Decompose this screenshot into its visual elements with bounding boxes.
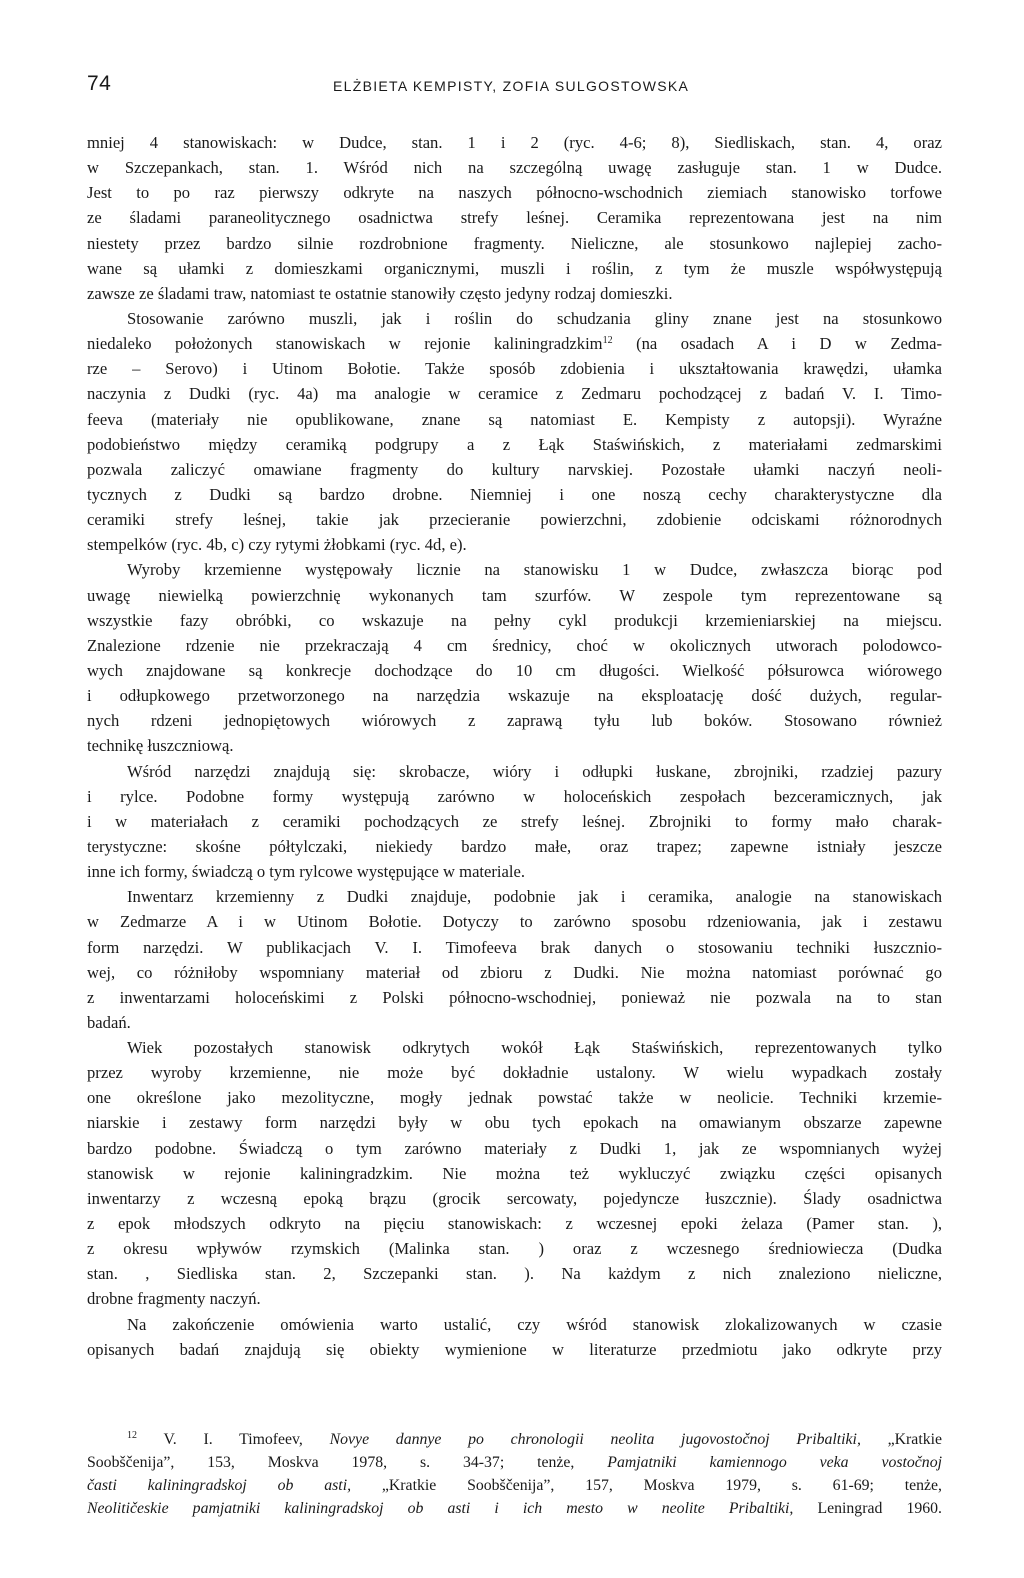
text-line: technikę łuszczniową. [87,736,234,756]
text-line: drobne fragmenty naczyń. [87,1289,261,1309]
text-line: form narzędzi. W publikacjach V. I. Timofeeva brak danych o stosowaniu techniki łuszcznio- [87,937,942,957]
text-line: niestety przez bardzo silnie rozdrobnione fragmenty. Nieliczne, ale stosunkowo najlepiej zacho- [87,233,942,253]
footnote-title: časti kaliningradskoj ob asti, [87,1477,352,1494]
body-text [87,130,942,1362]
text-line: rze – Serovo) i Utinom Bołotie. Także sposób zdobienia i ukształtowania krawędzi, ułamka [87,359,942,379]
footnote-marker: 12 [127,1430,137,1441]
running-head: ELŻBIETA KEMPISTY, ZOFIA SULGOSTOWSKA [333,78,690,94]
text-line: w Szczepankach, stan. 1. Wśród nich na szczególną uwagę zasługuje stan. 1 w Dudce. [87,158,942,178]
text-line: pozwala zaliczyć omawiane fragmenty do kultury narvskiej. Pozostałe ułamki naczyń neoli- [87,459,942,479]
text-line: wej, co różniłoby wspomniany materiał od zbioru z Dudki. Nie można natomiast porównać go [87,962,942,982]
footnote-line [87,1451,942,1474]
text-line: mniej 4 stanowiskach: w Dudce, stan. 1 i 2 (ryc. 4-6; 8), Siedliskach, stan. 4, oraz [87,133,942,152]
text-line: Stosowanie zarówno muszli, jak i roślin do schudzania gliny znane jest na stosunkowo [127,308,942,328]
text-line-with-footnote [87,331,942,356]
text-line: i odłupkowego przetworzonego na narzędzia wskazuje na eksploatację dość dużych, regular- [87,686,942,706]
text-line: ceramiki strefy leśnej, takie jak przecieranie powierzchni, zdobienie odciskami różnorodnych [87,510,942,530]
text-line: w Zedmarze A i w Utinom Bołotie. Dotyczy to zarówno sposobu rdzeniowania, jak i zestawu [87,912,942,932]
footnote-title: Pamjatniki kamiennogo veka vostočnoj [607,1454,942,1471]
text-line: one określone jako mezolityczne, mogły jednak powstać także w neolicie. Techniki krzemie- [87,1088,942,1108]
footnote-text: Leningrad 1960. [817,1500,942,1517]
text-line: badań. [87,1012,131,1032]
text-line: wszystkie fazy obróbki, co wskazuje na pełny cykl produkcji krzemieniarskiej na miejscu. [87,610,942,630]
text-line: z epok młodszych odkryto na pięciu stanowiskach: z wczesnej epoki żelaza (Pamer stan. ), [87,1214,942,1234]
text-line: opisanych badań znajdują się obiekty wymienione w literaturze przedmiotu jako odkryte przy [87,1339,942,1359]
text-line: Wiek pozostałych stanowisk odkrytych wokół Łąk Staświńskich, reprezentowanych tylko [127,1038,942,1058]
text-line: wych znajdowane są konkrecje dochodzące do 10 cm długości. Wielkość półsurowca wiórowego [87,660,942,680]
text-line: podobieństwo między ceramiką podgrupy a z Łąk Staświńskich, z materiałami zedmarskimi [87,434,942,454]
text-line: stanowisk w rejonie kaliningradzkim. Nie można też wykluczyć związku części opisanych [87,1163,942,1183]
text-line: Znalezione rdzenie nie przekraczają 4 cm średnicy, choć w okolicznych utworach polodowco- [87,635,942,655]
footnote-text: „Kratkie [887,1431,943,1448]
footnote-line [87,1474,942,1497]
footnote-reference: 12 [602,335,613,347]
text-line: Wyroby krzemienne występowały licznie na stanowisku 1 w Dudce, zwłaszcza biorąc pod [127,560,942,580]
text-line: inwentarzy z wczesną epoką brązu (grocik sercowaty, pojedyncze łuszcznie). Ślady osadnictwa [87,1188,942,1208]
text-fragment: (na osadach A i D w Zedma- [636,334,942,354]
text-line: bardzo podobne. Świadczą o tym zarówno materiały z Dudki 1, jak ze wspomnianych wyżej [87,1138,942,1158]
text-line: naczynia z Dudki (ryc. 4a) ma analogie w ceramice z Zedmaru pochodzącej z badań V. I. Timo- [87,384,942,404]
text-line: terystyczne: skośne półtylczaki, niekiedy bardzo małe, oraz trapez; zapewne istniały jeszcze [87,836,942,856]
text-line: inne ich formy, świadczą o tym rylcowe występujące w materiale. [87,862,526,882]
text-line: niarskie i zestawy form narzędzi były w obu tych epokach na omawianym obszarze zapewne [87,1113,942,1133]
page-number: 74 [87,72,112,95]
text-line: feeva (materiały nie opublikowane, znane są natomiast E. Kempisty z autopsji). Wyraźne [87,409,942,429]
text-line: i w materiałach z ceramiki pochodzących ze strefy leśnej. Zbrojniki to formy mało charak- [87,811,942,831]
text-line: przez wyroby krzemienne, nie może być dokładnie ustalony. W wielu wypadkach zostały [87,1063,942,1083]
text-line: uwagę niewielką powierzchnię wykonanych tam szurfów. W zespole tym reprezentowane są [87,585,942,605]
text-fragment: niedaleko położonych stanowiskach w rejonie kaliningradzkim [87,334,603,354]
text-line: zawsze ze śladami traw, natomiast te ostatnie stanowiły często jedyny rodzaj domieszki. [87,283,673,303]
text-line: i rylce. Podobne formy występują zarówno w holoceńskich zespołach bezceramicznych, jak [87,786,942,806]
text-line: stan. , Siedliska stan. 2, Szczepanki stan. ). Na każdym z nich znaleziono nieliczne, [87,1264,942,1284]
text-line: z okresu wpływów rzymskich (Malinka stan. ) oraz z wczesnego średniowiecza (Dudka [87,1239,942,1259]
footnote-text: „Kratkie Soobščenija”, 157, Moskva 1979, s. 61-69; tenże, [381,1477,943,1494]
footnote-line [87,1428,942,1451]
text-line: tycznych z Dudki są bardzo drobne. Niemniej i one noszą cechy charakterystyczne dla [87,484,942,504]
text-line: Jest to po raz pierwszy odkryte na naszych północno-wschodnich ziemiach stanowisko torfowe [87,183,942,203]
footnote-title: Neolitičeskie pamjatniki kaliningradskoj ob asti i ich mesto w neolite Pribaltiki, [87,1500,794,1517]
text-line: nych rdzeni jednopiętowych wiórowych z zaprawą tyłu lub boków. Stosowano również [87,711,942,731]
text-line: wane są ułamki z domieszkami organicznymi, muszli i roślin, z tym że muszle współwystępują [87,258,942,278]
footnote-line [87,1497,942,1520]
footnote-text: Soobščenija”, 153, Moskva 1978, s. 34-37; tenże, [87,1454,575,1471]
text-line: stempelków (ryc. 4b, c) czy rytymi żłobkami (ryc. 4d, e). [87,535,467,555]
text-line: ze śladami paraneolitycznego osadnictwa strefy leśnej. Ceramika reprezentowana jest na nim [87,208,942,228]
footnotes [87,1428,942,1520]
text-line: z inwentarzami holoceńskimi z Polski północno-wschodniej, ponieważ nie pozwala na to stan [87,987,942,1007]
footnote-title: Novye dannye po chronologii neolita jugovostočnoj Pribaltiki, [329,1431,861,1448]
text-line: Inwentarz krzemienny z Dudki znajduje, podobnie jak i ceramika, analogie na stanowiskach [127,887,942,907]
footnote-text: V. I. Timofeev, [163,1431,303,1448]
text-line: Wśród narzędzi znajdują się: skrobacze, wióry i odłupki łuskane, zbrojniki, rzadziej pazury [127,761,942,781]
page-header [87,72,942,102]
text-line: Na zakończenie omówienia warto ustalić, czy wśród stanowisk zlokalizowanych w czasie [127,1314,942,1334]
